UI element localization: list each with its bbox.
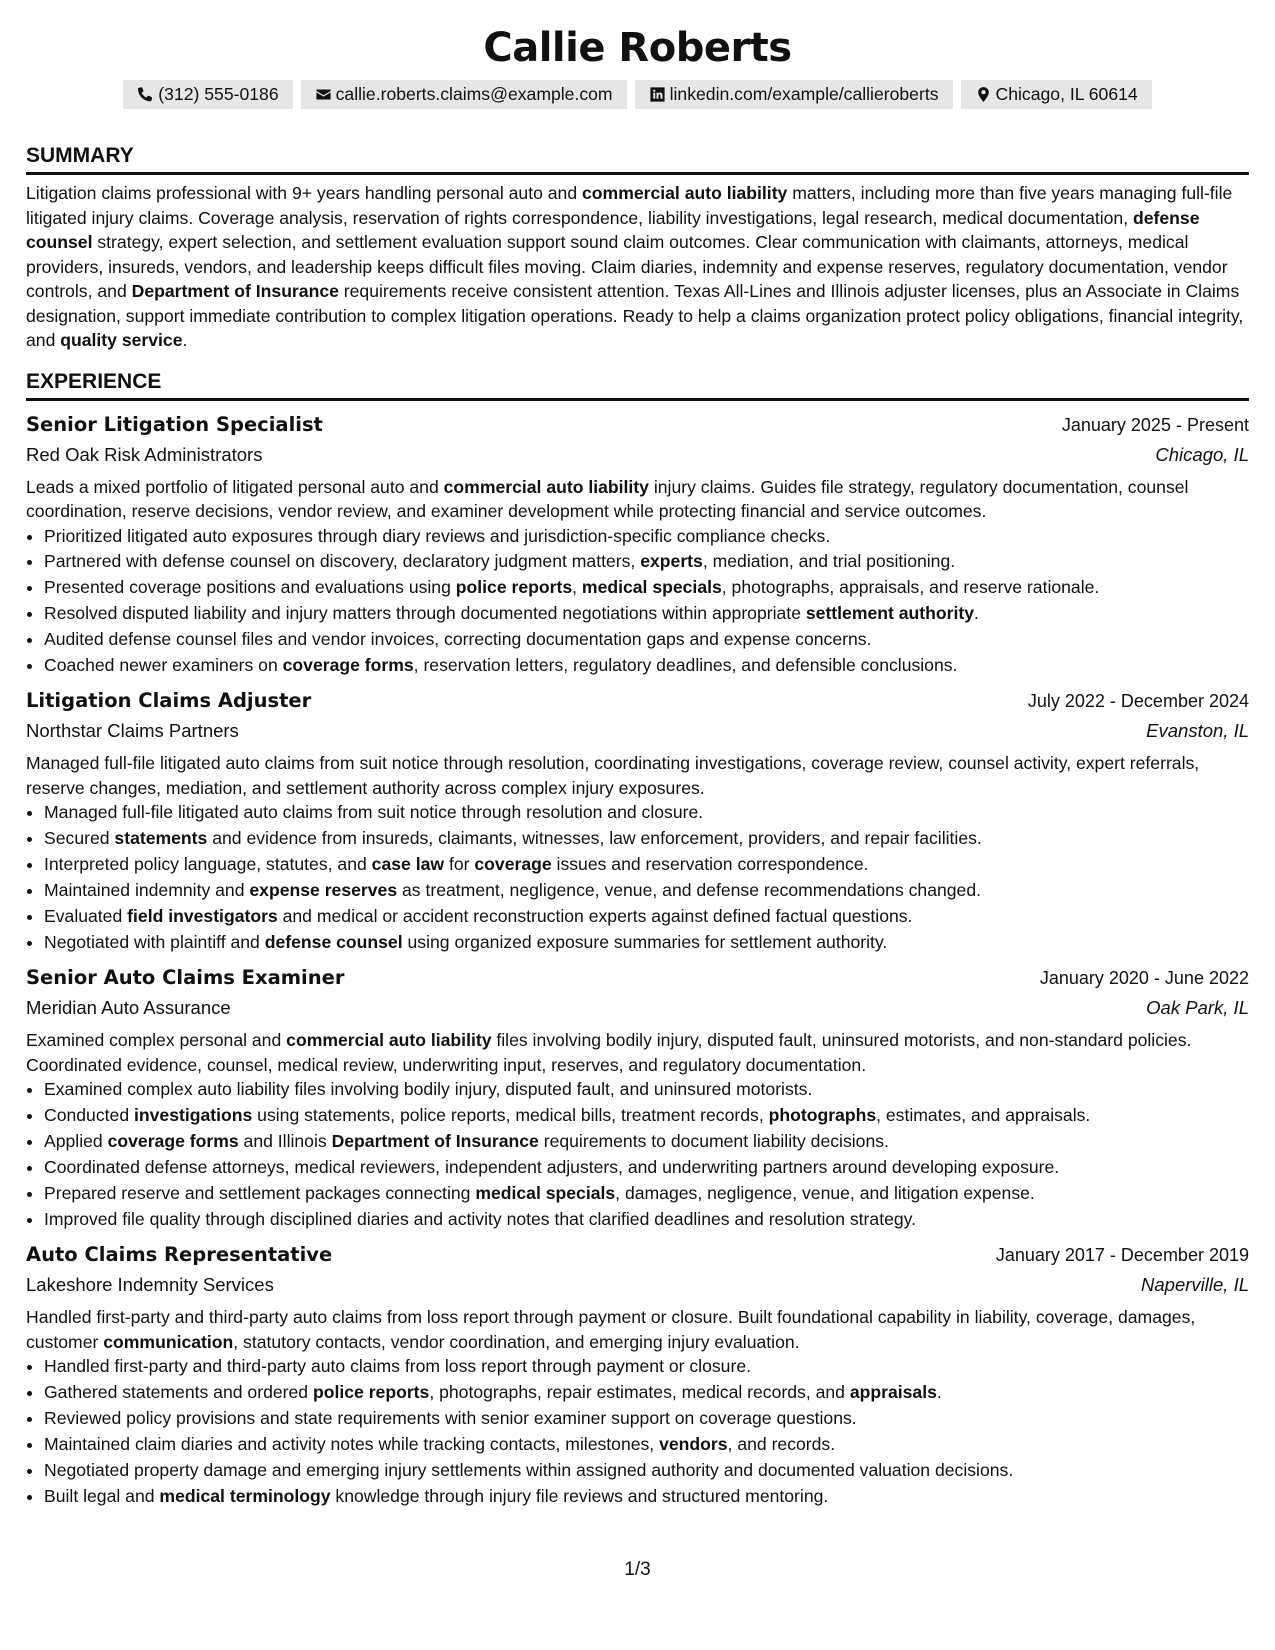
job-bullet: • Evaluated field investigators and medical or accident reconstruction experts against defined factual questions. <box>44 904 1249 929</box>
job-bullet: • Applied coverage forms and Illinois Department of Insurance requirements to document liability decisions. <box>44 1129 1249 1154</box>
job-bullet: • Coordinated defense attorneys, medical reviewers, independent adjusters, and underwriting partners around developing exposure. <box>44 1155 1249 1180</box>
linkedin-icon <box>649 86 666 103</box>
job-bullet: • Coached newer examiners on coverage forms, reservation letters, regulatory deadlines, and defensible conclusions. <box>44 653 1249 678</box>
job-location: Naperville, IL <box>1141 1274 1249 1296</box>
job-location: Evanston, IL <box>1146 720 1249 742</box>
job-bullet: • Negotiated property damage and emerging injury settlements within assigned authority and documented valuation decisions. <box>44 1458 1249 1483</box>
contact-phone[interactable] <box>123 80 292 109</box>
job-company: Meridian Auto Assurance <box>26 997 231 1019</box>
job-dates: January 2017 - December 2019 <box>995 1245 1249 1266</box>
job-bullet: • Audited defense counsel files and vendor invoices, correcting documentation gaps and expense concerns. <box>44 627 1249 652</box>
job-location: Oak Park, IL <box>1146 997 1249 1019</box>
job-bullet: • Reviewed policy provisions and state requirements with senior examiner support on coverage questions. <box>44 1406 1249 1431</box>
summary-heading: SUMMARY <box>26 143 1249 175</box>
job-location: Chicago, IL <box>1155 443 1249 465</box>
job-title: Senior Litigation Specialist <box>26 412 323 436</box>
job-entry <box>26 687 1249 954</box>
job-bullet: • Interpreted policy language, statutes, and case law for coverage issues and reservation correspondence. <box>44 852 1249 877</box>
job-description: Leads a mixed portfolio of litigated personal auto and commercial auto liability injury claims. Guides file strategy, regulatory documentation, counsel coordination, reserve decisions, vendor review, and examiner development while protecting financial and service outcomes. <box>26 476 1189 521</box>
job-bullet: • Presented coverage positions and evaluations using police reports, medical specials, photographs, appraisals, and reserve rationale. <box>44 575 1249 600</box>
job-bullet: • Partnered with defense counsel on discovery, declaratory judgment matters, experts, mediation, and trial positioning. <box>44 549 1249 574</box>
job-company: Lakeshore Indemnity Services <box>26 1274 274 1296</box>
job-description: Managed full-file litigated auto claims from suit notice through resolution, coordinating investigations, coverage review, counsel activity, expert referrals, reserve changes, mediation, and settlement authority across complex injury exposures. <box>26 753 1200 798</box>
job-dates: July 2022 - December 2024 <box>1027 691 1249 712</box>
job-bullet: • Resolved disputed liability and injury matters through documented negotiations within appropriate settlement authority. <box>44 601 1249 626</box>
job-bullet: • Maintained claim diaries and activity notes while tracking contacts, milestones, vendors, and records. <box>44 1432 1249 1457</box>
contact-email[interactable] <box>301 80 627 109</box>
job-bullets <box>26 800 1249 954</box>
job-bullet: • Prioritized litigated auto exposures through diary reviews and jurisdiction-specific compliance checks. <box>44 524 1249 549</box>
job-bullet: • Secured statements and evidence from insureds, claimants, witnesses, law enforcement, providers, and repair facilities. <box>44 826 1249 851</box>
page-indicator: 1/3 <box>624 1559 651 1580</box>
job-bullet: • Improved file quality through disciplined diaries and activity notes that clarified deadlines and resolution strategy. <box>44 1207 1249 1232</box>
job-bullet: • Prepared reserve and settlement packages connecting medical specials, damages, negligence, venue, and litigation expense. <box>44 1181 1249 1206</box>
contact-bar <box>26 80 1249 109</box>
candidate-name: Callie Roberts <box>483 25 792 71</box>
job-bullet: • Examined complex auto liability files involving bodily injury, disputed fault, and uninsured motorists. <box>44 1077 1249 1102</box>
job-bullets <box>26 1077 1249 1231</box>
job-dates: January 2020 - June 2022 <box>1039 968 1249 989</box>
job-bullets <box>26 524 1249 678</box>
job-bullet: • Conducted investigations using statements, police reports, medical bills, treatment records, photographs, estimates, and appraisals. <box>44 1103 1249 1128</box>
job-company: Northstar Claims Partners <box>26 720 239 742</box>
job-bullet: • Built legal and medical terminology knowledge through injury file reviews and structured mentoring. <box>44 1484 1249 1509</box>
contact-email-text: callie.roberts.claims@example.com <box>335 84 613 105</box>
job-description: Examined complex personal and commercial auto liability files involving bodily injury, disputed fault, uninsured motorists, and non-standard policies. Coordinated evidence, counsel, medical review, underwriting input, reserves, and regulatory documentation. <box>26 1030 1192 1075</box>
job-title: Senior Auto Claims Examiner <box>26 966 345 990</box>
job-dates: January 2025 - Present <box>1061 414 1249 435</box>
contact-location <box>961 80 1152 109</box>
envelope-icon <box>315 86 332 103</box>
summary-text: Litigation claims professional with 9+ years handling personal auto and commercial auto liability matters, including more than five years managing full-file litigated injury claims. Coverage analysis, reservation of rights correspondence, liability investigations, legal research, medical documentation, defense counsel strategy, expert selection, and settlement evaluation support sound claim outcomes. Clear communication with claimants, attorneys, medical providers, insureds, vendors, and leadership keeps difficult files moving. Claim diaries, indemnity and expense reserves, regulatory documentation, vendor controls, and Department of Insurance requirements receive consistent attention. Texas All-Lines and Illinois adjuster licenses, plus an Associate in Claims designation, support immediate contribution to complex litigation operations. Ready to help a claims organization protect policy obligations, financial integrity, and quality service. <box>26 183 1244 350</box>
experience-list <box>26 411 1249 1509</box>
job-bullet: • Gathered statements and ordered police reports, photographs, repair estimates, medical records, and appraisals. <box>44 1380 1249 1405</box>
phone-icon <box>137 86 154 103</box>
contact-location-text: Chicago, IL 60614 <box>995 84 1138 105</box>
job-description: Handled first-party and third-party auto claims from loss report through payment or closure. Built foundational capability in liability, coverage, damages, customer communication, statutory contacts, vendor coordination, and emerging injury evaluation. <box>26 1307 1196 1352</box>
job-bullet: • Managed full-file litigated auto claims from suit notice through resolution and closure. <box>44 800 1249 825</box>
map-pin-icon <box>975 86 992 103</box>
job-bullet: • Maintained indemnity and expense reserves as treatment, negligence, venue, and defense recommendations changed. <box>44 878 1249 903</box>
job-bullet: • Handled first-party and third-party auto claims from loss report through payment or closure. <box>44 1354 1249 1379</box>
job-entry <box>26 964 1249 1231</box>
job-company: Red Oak Risk Administrators <box>26 443 263 465</box>
contact-phone-text: (312) 555-0186 <box>158 84 279 105</box>
experience-heading: EXPERIENCE <box>26 369 1249 401</box>
contact-linkedin[interactable] <box>635 80 953 109</box>
job-bullets <box>26 1354 1249 1508</box>
contact-linkedin-text: linkedin.com/example/callieroberts <box>669 84 939 105</box>
job-entry <box>26 411 1249 678</box>
job-title: Litigation Claims Adjuster <box>26 689 312 713</box>
job-bullet: • Negotiated with plaintiff and defense counsel using organized exposure summaries for settlement authority. <box>44 930 1249 955</box>
job-title: Auto Claims Representative <box>26 1243 333 1267</box>
job-entry <box>26 1241 1249 1508</box>
